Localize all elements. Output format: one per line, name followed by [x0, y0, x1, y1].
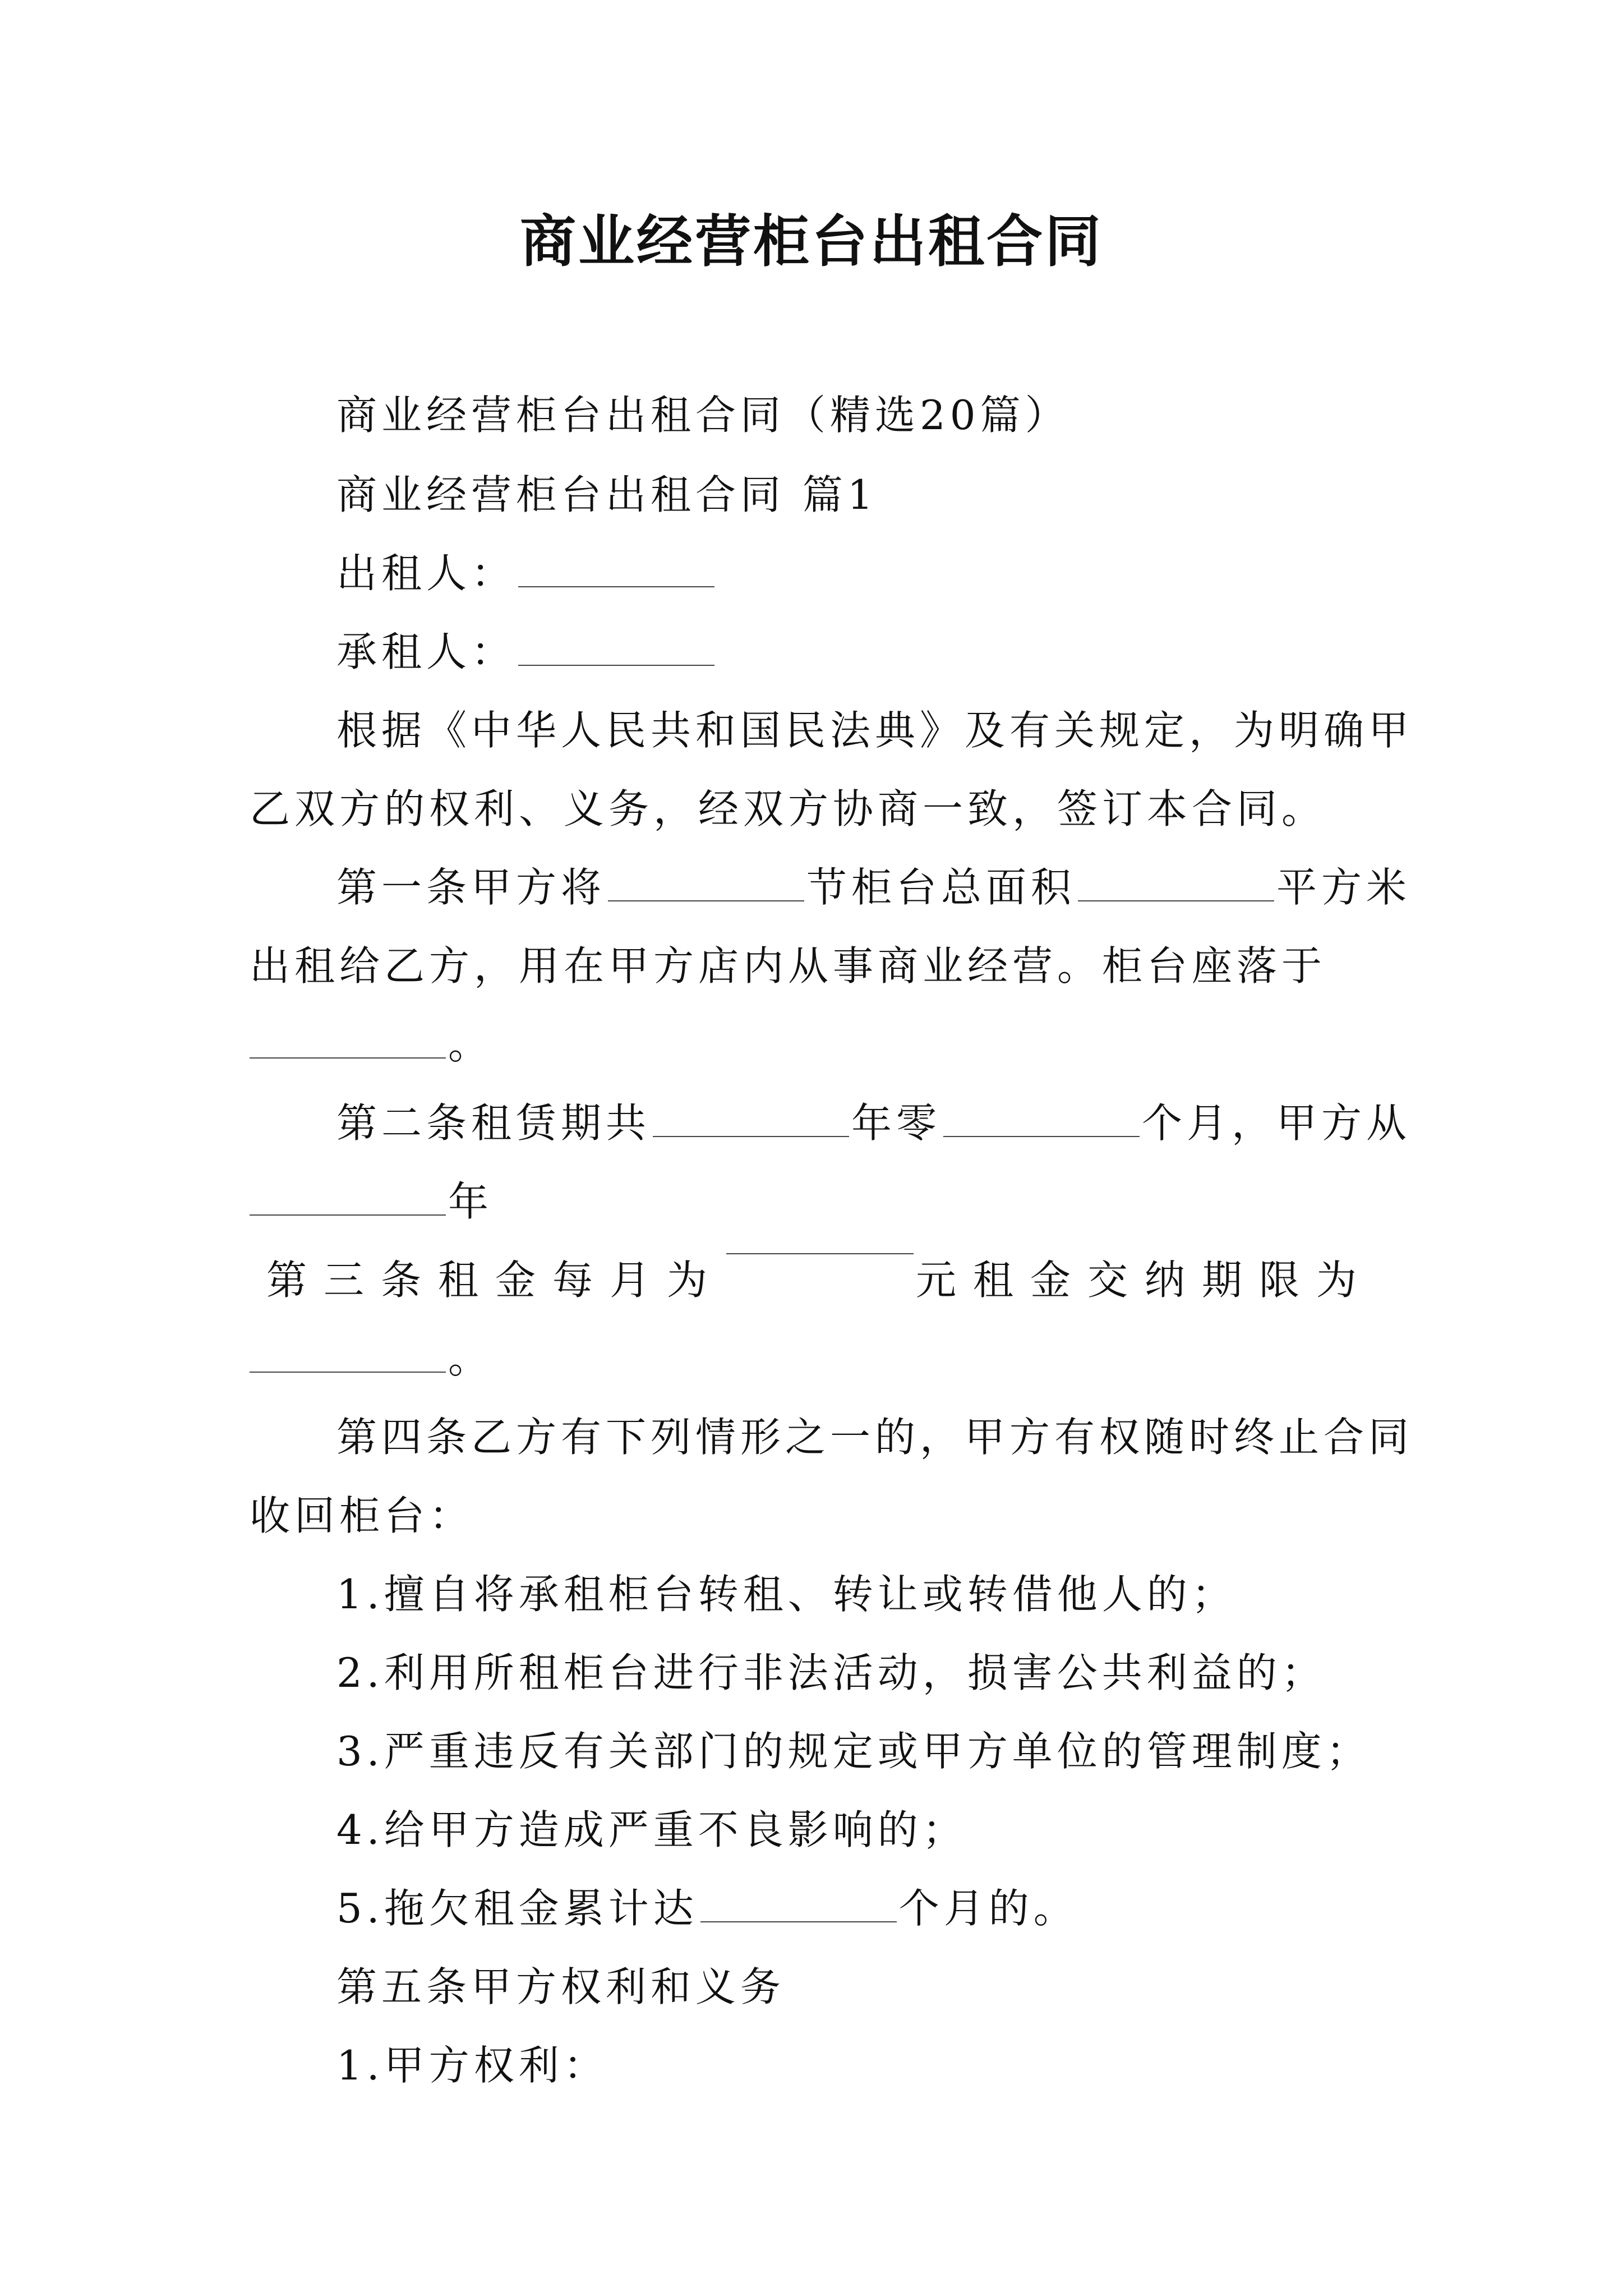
- article-1-end: 。: [448, 1021, 494, 1068]
- article-1-text-c: 平方米: [1276, 864, 1412, 911]
- start-year-blank: [250, 1213, 446, 1216]
- article-3-end: 。: [448, 1335, 494, 1382]
- location-blank: [250, 1056, 446, 1059]
- lessee-label: 承租人：: [336, 628, 517, 675]
- article-5-heading: 第五条甲方权利和义务: [336, 1963, 786, 2010]
- article-4-item-1: 1.擅自将承租柜台转租、转让或转借他人的；: [336, 1571, 1237, 1618]
- article-2-text-a: 第二条租赁期共: [336, 1099, 651, 1147]
- article-5-item-1: 1.甲方权利：: [336, 2042, 608, 2089]
- intro-line-1: 根据《中华人民共和国民法典》及有关规定，为明确甲: [336, 707, 1414, 754]
- article-1-text-b: 节柜台总面积: [806, 864, 1076, 911]
- lessee-blank: [518, 664, 714, 666]
- article-2-text-b: 年零: [851, 1099, 942, 1147]
- document-title: 商业经营柜台出租合同: [520, 208, 1103, 274]
- item-5-text-a: 5.拖欠租金累计达: [336, 1885, 698, 1932]
- section-heading: 商业经营柜台出租合同 篇1: [336, 471, 878, 518]
- area-blank: [1078, 899, 1274, 901]
- lessee-line: [250, 624, 1373, 680]
- lessor-line: [250, 545, 1373, 601]
- article-1-line-1: [250, 859, 1412, 915]
- article-4-item-5: [250, 1880, 1373, 1936]
- article-3-text-b: 元租金交纳期限为: [915, 1257, 1373, 1304]
- article-4-line-1: 第四条乙方有下列情形之一的，甲方有权随时终止合同: [336, 1414, 1414, 1461]
- article-4-line-2: 收回柜台：: [250, 1492, 474, 1539]
- lessor-blank: [518, 585, 714, 587]
- article-2-text-c: 个月，甲方从: [1142, 1099, 1412, 1147]
- article-2-line-1: [250, 1095, 1412, 1151]
- payment-term-blank: [250, 1370, 446, 1373]
- article-3-text-a: 第三条租金每月为: [266, 1257, 725, 1304]
- subtitle: 商业经营柜台出租合同（精选20篇）: [336, 392, 1070, 439]
- article-4-item-4: 4.给甲方造成严重不良影响的；: [336, 1806, 967, 1853]
- item-5-text-b: 个月的。: [898, 1885, 1078, 1932]
- article-1-line-2: 出租给乙方，用在甲方店内从事商业经营。柜台座落于: [250, 942, 1327, 990]
- article-4-item-3: 3.严重违反有关部门的规定或甲方单位的管理制度；: [336, 1728, 1371, 1775]
- article-1-text-a: 第一条甲方将: [336, 864, 606, 911]
- months-blank: [943, 1135, 1140, 1137]
- counter-count-blank: [608, 899, 804, 901]
- lessor-label: 出租人：: [336, 550, 517, 597]
- article-2-end: 年: [448, 1178, 494, 1225]
- intro-line-2: 乙双方的权利、义务，经双方协商一致，签订本合同。: [250, 785, 1327, 832]
- rent-amount-blank: [726, 1252, 914, 1254]
- overdue-months-blank: [700, 1920, 897, 1922]
- article-1-line-3: [250, 1016, 1373, 1073]
- article-2-line-2: [250, 1174, 1373, 1230]
- article-3-line-1: [266, 1252, 1373, 1308]
- article-3-line-2: [250, 1331, 1373, 1387]
- years-blank: [653, 1135, 849, 1137]
- article-4-item-2: 2.利用所租柜台进行非法活动，损害公共利益的；: [336, 1649, 1326, 1696]
